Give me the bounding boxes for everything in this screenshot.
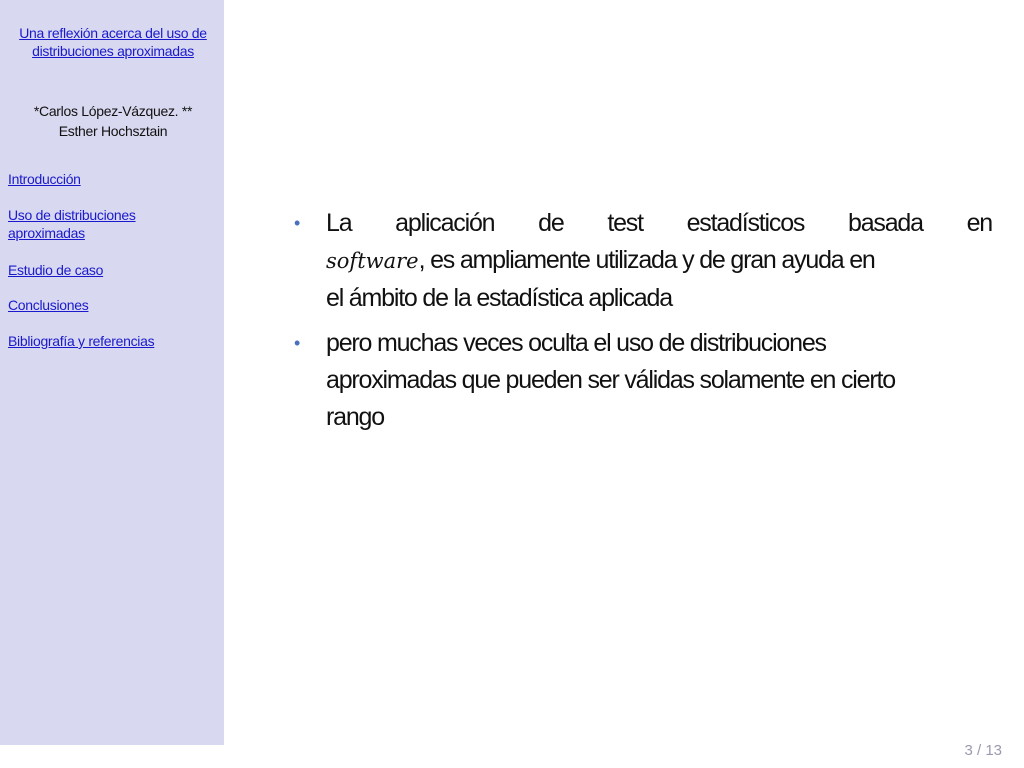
bullet-icon: •: [294, 333, 300, 353]
page-number: 3 / 13: [964, 742, 1002, 759]
bullet-icon: •: [294, 213, 300, 233]
bullet-1-line-2-rest: , es ampliamente utilizada y de gran ayuda en: [418, 246, 875, 274]
nav-item-introduccion[interactable]: Introducción: [8, 171, 81, 187]
bullet-2-line-3: rango: [326, 403, 384, 431]
bullet-1-line-3: el ámbito de la estadística aplicada: [326, 284, 672, 312]
software-italic: software: [326, 249, 419, 273]
bullet-2-line-1: pero muchas veces oculta el uso de distribuciones: [326, 329, 826, 357]
bullet-item-2: [292, 325, 992, 436]
bullet-1-line-1: La aplicación de test estadísticos basada en: [326, 209, 992, 237]
bullet-2-line-2: aproximadas que pueden ser válidas solamente en cierto: [326, 366, 895, 394]
nav-item-uso-distribuciones[interactable]: Uso de distribuciones aproximadas: [8, 207, 136, 241]
authors-line-2: Esther Hochsztain: [58, 123, 168, 139]
nav-item-estudio-de-caso[interactable]: Estudio de caso: [8, 262, 104, 278]
nav-item-conclusiones[interactable]: Conclusiones: [8, 297, 89, 313]
nav-item-bibliografia[interactable]: Bibliografía y referencias: [8, 333, 155, 349]
presentation-title-link[interactable]: Una reflexión acerca del uso de distribuciones aproximadas: [19, 25, 207, 59]
sidebar: [0, 0, 224, 745]
authors: [8, 101, 218, 141]
slide-content: [292, 205, 992, 444]
bullet-1-line-2: [326, 246, 875, 274]
bullet-item-1: [292, 205, 992, 317]
authors-line-1: *Carlos López-Vázquez. **: [33, 103, 193, 119]
